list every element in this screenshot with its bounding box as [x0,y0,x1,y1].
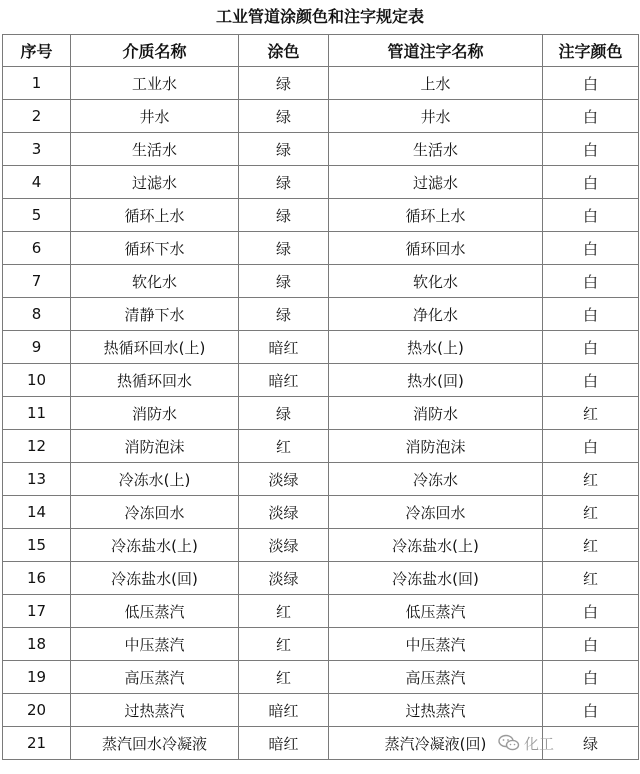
table-row [3,496,639,529]
paint-color-cell: 暗红 [239,694,329,727]
pipe-label-name-cell: 过滤水 [329,166,543,199]
paint-color-cell: 暗红 [239,364,329,397]
pipe-label-name-cell: 冷冻盐水(回) [329,562,543,595]
medium-name-cell: 消防泡沫 [71,430,239,463]
label-color-cell: 白 [543,628,639,661]
table-body [3,67,639,760]
serial-number-cell: 10 [3,364,71,397]
pipe-label-name-cell: 循环上水 [329,199,543,232]
pipe-label-name-cell: 消防泡沫 [329,430,543,463]
pipe-color-table [2,34,639,760]
label-color-cell: 白 [543,133,639,166]
paint-color-cell: 淡绿 [239,562,329,595]
paint-color-cell: 红 [239,430,329,463]
paint-color-cell: 绿 [239,397,329,430]
pipe-label-name-cell: 过热蒸汽 [329,694,543,727]
table-row [3,331,639,364]
table-row [3,628,639,661]
table-row [3,199,639,232]
table-row [3,694,639,727]
paint-color-cell: 淡绿 [239,496,329,529]
pipe-label-name-cell: 高压蒸汽 [329,661,543,694]
medium-name-cell: 高压蒸汽 [71,661,239,694]
medium-name-cell: 清静下水 [71,298,239,331]
label-color-cell: 红 [543,397,639,430]
serial-number-cell: 17 [3,595,71,628]
paint-color-cell: 红 [239,628,329,661]
table-row [3,133,639,166]
medium-name-cell: 中压蒸汽 [71,628,239,661]
serial-number-cell: 4 [3,166,71,199]
serial-number-cell: 8 [3,298,71,331]
paint-color-cell: 暗红 [239,331,329,364]
label-color-cell: 白 [543,298,639,331]
medium-name-cell: 低压蒸汽 [71,595,239,628]
serial-number-cell: 15 [3,529,71,562]
serial-number-cell: 16 [3,562,71,595]
paint-color-cell: 绿 [239,298,329,331]
label-color-cell: 白 [543,67,639,100]
pipe-label-name-cell: 井水 [329,100,543,133]
serial-number-cell: 6 [3,232,71,265]
pipe-label-name-cell: 净化水 [329,298,543,331]
pipe-label-name-cell: 消防水 [329,397,543,430]
paint-color-cell: 淡绿 [239,463,329,496]
label-color-cell: 白 [543,430,639,463]
pipe-label-name-cell: 中压蒸汽 [329,628,543,661]
medium-name-cell: 冷冻回水 [71,496,239,529]
label-color-cell: 白 [543,265,639,298]
serial-number-cell: 5 [3,199,71,232]
serial-number-cell: 3 [3,133,71,166]
table-row [3,595,639,628]
table-row [3,364,639,397]
table-row [3,265,639,298]
label-color-cell: 红 [543,496,639,529]
paint-color-cell: 绿 [239,100,329,133]
pipe-label-name-cell: 生活水 [329,133,543,166]
table-row [3,430,639,463]
pipe-label-name-cell: 冷冻盐水(上) [329,529,543,562]
paint-color-cell: 绿 [239,199,329,232]
table-row [3,298,639,331]
table-row [3,166,639,199]
serial-number-cell: 21 [3,727,71,760]
medium-name-cell: 生活水 [71,133,239,166]
paint-color-cell: 绿 [239,265,329,298]
serial-number-cell: 9 [3,331,71,364]
medium-name-cell: 循环下水 [71,232,239,265]
table-row [3,232,639,265]
paint-color-cell: 绿 [239,133,329,166]
paint-color-cell: 绿 [239,166,329,199]
label-color-cell: 白 [543,100,639,133]
table-row [3,562,639,595]
pipe-label-name-cell: 热水(上) [329,331,543,364]
watermark [498,731,626,755]
pipe-label-name-cell: 上水 [329,67,543,100]
pipe-label-name-cell: 蒸汽冷凝液(回) [329,727,543,760]
label-color-cell: 红 [543,463,639,496]
medium-name-cell: 冷冻盐水(上) [71,529,239,562]
table-row [3,661,639,694]
table-row [3,463,639,496]
label-color-cell: 红 [543,562,639,595]
table-title: 工业管道涂颜色和注字规定表 [215,7,424,26]
header-serial-number: 序号 [3,35,71,67]
header-paint-color: 涂色 [239,35,329,67]
pipe-label-name-cell: 低压蒸汽 [329,595,543,628]
header-pipe-label-name: 管道注字名称 [329,35,543,67]
medium-name-cell: 蒸汽回水冷凝液 [71,727,239,760]
medium-name-cell: 工业水 [71,67,239,100]
watermark-text: 化工 [524,734,555,753]
serial-number-cell: 14 [3,496,71,529]
medium-name-cell: 过滤水 [71,166,239,199]
medium-name-cell: 循环上水 [71,199,239,232]
medium-name-cell: 井水 [71,100,239,133]
header-medium-name: 介质名称 [71,35,239,67]
label-color-cell: 白 [543,166,639,199]
label-color-cell: 红 [543,529,639,562]
medium-name-cell: 软化水 [71,265,239,298]
paint-color-cell: 红 [239,661,329,694]
label-color-cell: 白 [543,661,639,694]
label-color-cell: 白 [543,595,639,628]
header-row [3,35,639,67]
table-row [3,100,639,133]
serial-number-cell: 1 [3,67,71,100]
serial-number-cell: 13 [3,463,71,496]
label-color-cell: 白 [543,364,639,397]
table-row [3,67,639,100]
paint-color-cell: 绿 [239,232,329,265]
wechat-logo-icon [498,734,520,752]
serial-number-cell: 11 [3,397,71,430]
serial-number-cell: 18 [3,628,71,661]
serial-number-cell: 2 [3,100,71,133]
table-row [3,397,639,430]
pipe-label-name-cell: 热水(回) [329,364,543,397]
serial-number-cell: 7 [3,265,71,298]
label-color-cell: 白 [543,694,639,727]
serial-number-cell: 12 [3,430,71,463]
medium-name-cell: 热循环回水(上) [71,331,239,364]
pipe-label-name-cell: 冷冻回水 [329,496,543,529]
label-color-cell: 白 [543,199,639,232]
label-color-cell: 白 [543,232,639,265]
header-label-color: 注字颜色 [543,35,639,67]
medium-name-cell: 过热蒸汽 [71,694,239,727]
paint-color-cell: 暗红 [239,727,329,760]
paint-color-cell: 红 [239,595,329,628]
label-color-cell: 白 [543,331,639,364]
serial-number-cell: 19 [3,661,71,694]
paint-color-cell: 绿 [239,67,329,100]
label-color-cell: 绿 [543,727,639,760]
pipe-label-name-cell: 软化水 [329,265,543,298]
serial-number-cell: 20 [3,694,71,727]
pipe-label-name-cell: 循环回水 [329,232,543,265]
medium-name-cell: 消防水 [71,397,239,430]
paint-color-cell: 淡绿 [239,529,329,562]
medium-name-cell: 热循环回水 [71,364,239,397]
table-row [3,529,639,562]
medium-name-cell: 冷冻盐水(回) [71,562,239,595]
pipe-label-name-cell: 冷冻水 [329,463,543,496]
medium-name-cell: 冷冻水(上) [71,463,239,496]
